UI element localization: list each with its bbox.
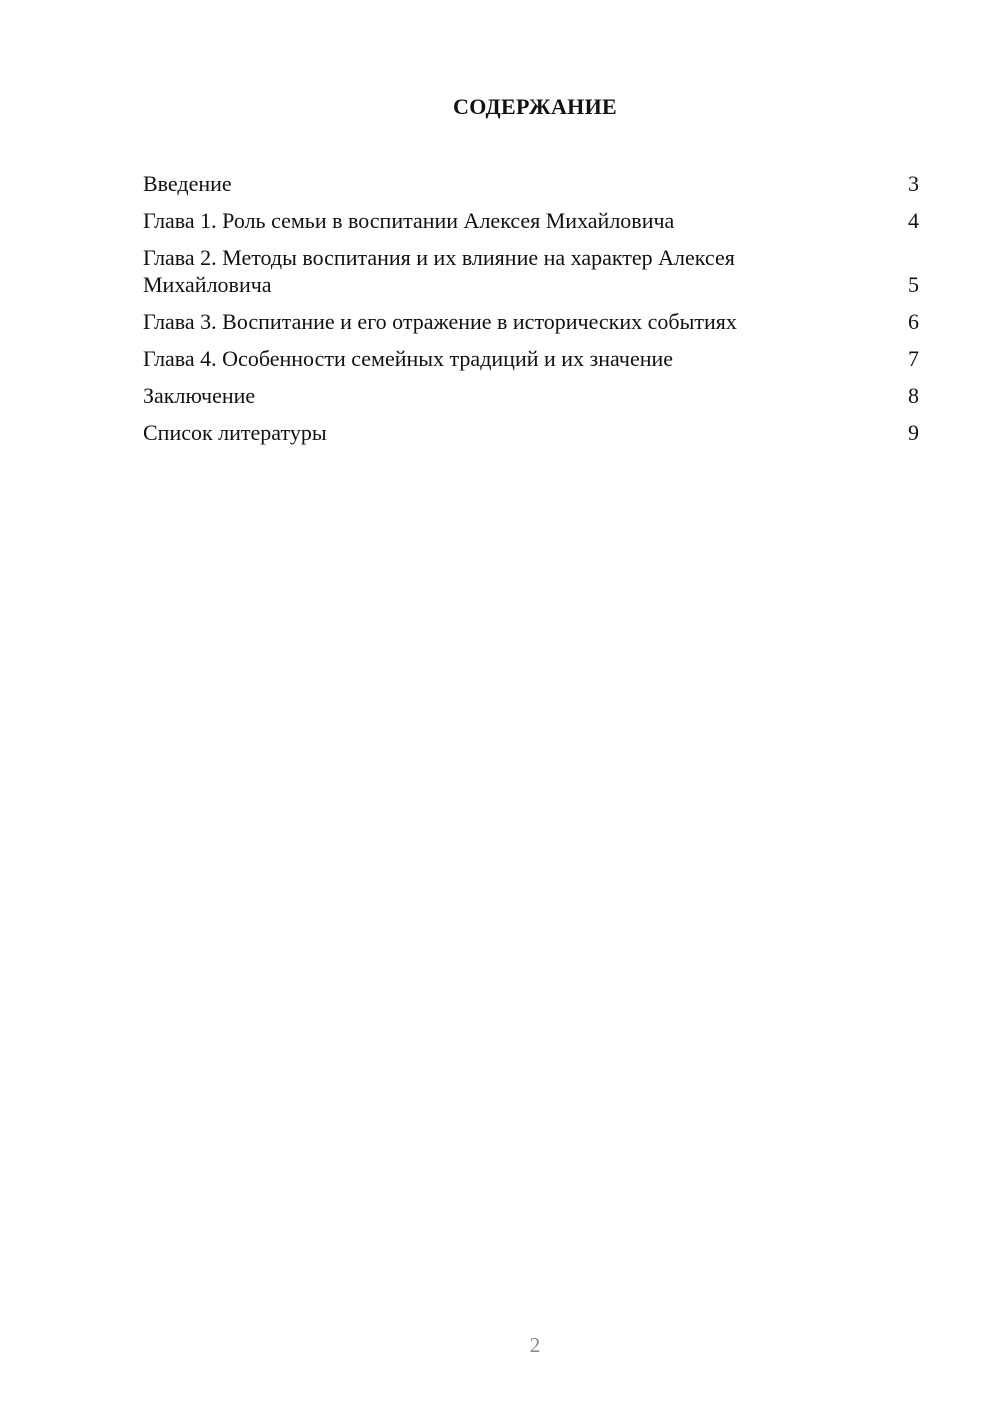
- toc-title: СОДЕРЖАНИЕ: [453, 94, 617, 119]
- toc-entry-page: 4: [908, 208, 919, 233]
- toc-entry-page: 9: [908, 420, 919, 445]
- toc-entry-page: 8: [908, 383, 919, 408]
- toc-entry-bibliography: [143, 419, 919, 446]
- toc-entry-chapter-1: [143, 207, 919, 234]
- toc-entry-label: Глава 1. Роль семьи в воспитании Алексея Михайловича: [143, 208, 675, 233]
- table-of-contents: [143, 170, 919, 456]
- toc-entry-introduction: [143, 170, 919, 197]
- toc-entry-chapter-4: [143, 345, 919, 372]
- toc-entry-page: 6: [908, 309, 919, 334]
- toc-entry-label: Список литературы: [143, 420, 327, 445]
- page-number: 2: [529, 1333, 541, 1357]
- toc-entry-chapter-2: [143, 244, 919, 298]
- toc-entry-label: Заключение: [143, 383, 256, 408]
- toc-entry-page: 3: [908, 171, 919, 196]
- toc-entry-conclusion: [143, 382, 919, 409]
- toc-entry-label: Глава 4. Особенности семейных традиций и их значение: [143, 346, 674, 371]
- toc-entry-page: 7: [908, 346, 919, 371]
- toc-entry-label: Глава 3. Воспитание и его отражение в исторических событиях: [143, 309, 737, 334]
- toc-entry-page: 5: [908, 272, 919, 297]
- toc-entry-label: Глава 2. Методы воспитания и их влияние на характер Алексея Михайловича: [143, 245, 735, 297]
- toc-entry-label: Введение: [143, 171, 232, 196]
- toc-entry-chapter-3: [143, 308, 919, 335]
